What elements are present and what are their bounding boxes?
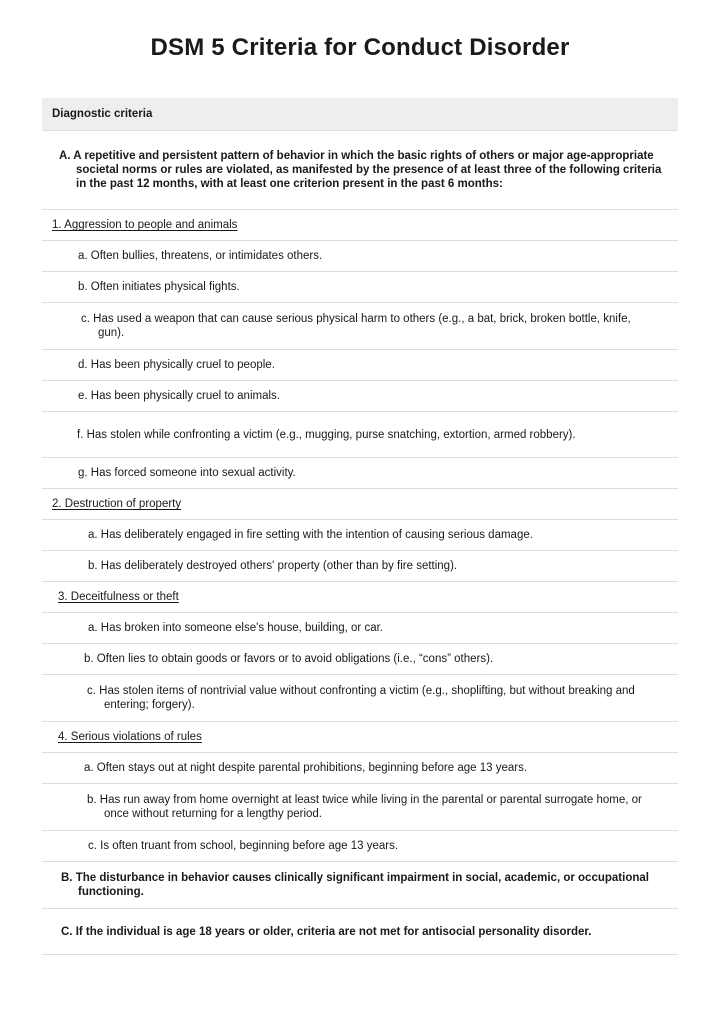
- criterion-c-text: C. If the individual is age 18 years or older, criteria are not met for antisocial personality disorder.: [61, 925, 592, 938]
- criterion-c-row: [42, 908, 678, 954]
- list-item: [42, 519, 678, 550]
- section-row-destruction: [42, 488, 678, 519]
- item-text: a. Often stays out at night despite parental prohibitions, beginning before age 13 years.: [84, 762, 528, 774]
- criterion-a-text: A. A repetitive and persistent pattern of behavior in which the basic rights of others or major age-appropriate societal norms or rules are violated, as manifested by the presence of at least three of the following criteria in the past 12 months, with at least one criterion present in the past 6 months:: [59, 150, 662, 190]
- item-text: c. Is often truant from school, beginning before age 13 years.: [88, 840, 399, 852]
- list-item: [42, 550, 678, 581]
- item-text: f. Has stolen while confronting a victim (e.g., mugging, purse snatching, extortion, armed robbery).: [77, 428, 576, 441]
- list-item: [42, 411, 678, 457]
- section-label: 4. Serious violations of rules: [58, 731, 202, 743]
- section-label: 3. Deceitfulness or theft: [58, 591, 179, 603]
- item-text: a. Has broken into someone else's house, building, or car.: [88, 622, 383, 634]
- item-text: a. Has deliberately engaged in fire setting with the intention of causing serious damage.: [88, 529, 533, 541]
- list-item: [42, 752, 678, 783]
- item-text: c. Has used a weapon that can cause serious physical harm to others (e.g., a bat, brick, broken bottle, knife, gun).: [81, 313, 631, 339]
- list-item: [42, 240, 678, 271]
- list-item: [42, 380, 678, 411]
- item-text: e. Has been physically cruel to animals.: [78, 390, 280, 402]
- item-text: d. Has been physically cruel to people.: [78, 359, 275, 371]
- item-text: a. Often bullies, threatens, or intimidates others.: [78, 250, 323, 262]
- item-text: b. Often lies to obtain goods or favors or to avoid obligations (i.e., “cons” others).: [84, 653, 494, 665]
- section-label: 2. Destruction of property: [52, 498, 182, 510]
- list-item: [42, 349, 678, 380]
- list-item: [42, 302, 678, 349]
- item-text: b. Often initiates physical fights.: [78, 281, 240, 293]
- list-item: [42, 643, 678, 674]
- list-item: [42, 830, 678, 861]
- section-row-violations: [42, 721, 678, 752]
- table-header-label: Diagnostic criteria: [52, 108, 153, 120]
- section-row-deceitfulness: [42, 581, 678, 612]
- page-title: DSM 5 Criteria for Conduct Disorder: [150, 34, 570, 61]
- item-text: b. Has deliberately destroyed others' property (other than by fire setting).: [88, 560, 458, 572]
- list-item: [42, 612, 678, 643]
- list-item: [42, 783, 678, 830]
- criterion-b-text: B. The disturbance in behavior causes clinically significant impairment in social, academic, or occupational functioning.: [61, 872, 649, 898]
- list-item: [42, 674, 678, 721]
- criterion-b-row: [42, 861, 678, 908]
- criterion-a-row: [42, 130, 678, 209]
- item-text: c. Has stolen items of nontrivial value without confronting a victim (e.g., shoplifting, but without breaking and entering; forgery).: [87, 685, 635, 711]
- item-text: b. Has run away from home overnight at least twice while living in the parental or parental surrogate home, or once without returning for a lengthy period.: [87, 794, 642, 820]
- table-header: [42, 98, 678, 130]
- list-item: [42, 457, 678, 488]
- list-item: [42, 271, 678, 302]
- item-text: g. Has forced someone into sexual activity.: [78, 467, 296, 479]
- criteria-table: [42, 98, 678, 955]
- section-row-aggression: [42, 209, 678, 240]
- section-label: 1. Aggression to people and animals: [52, 219, 238, 231]
